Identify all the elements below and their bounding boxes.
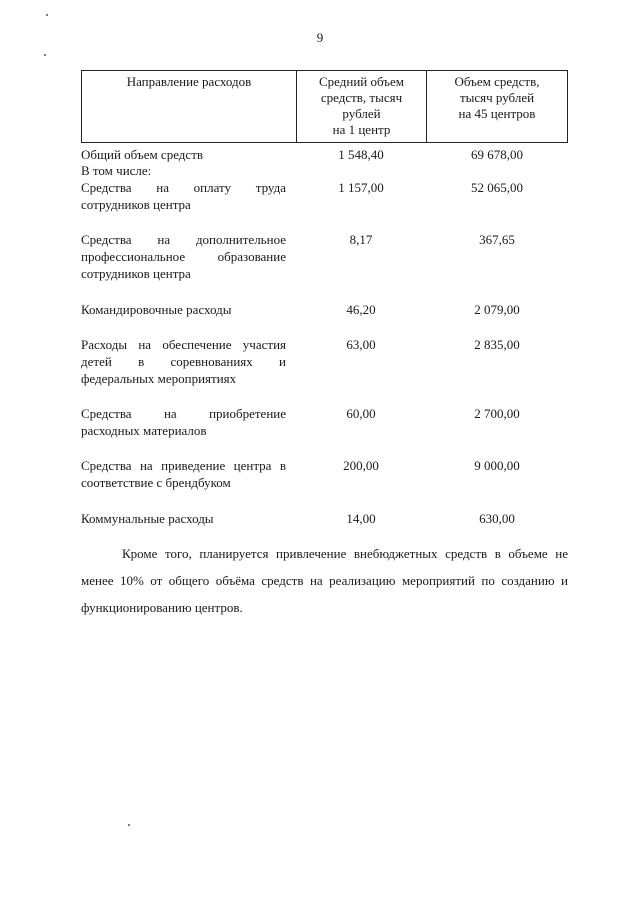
row-total: 630,00 <box>479 511 515 526</box>
paragraph-text: Кроме того, планируется привлечение внебюджетных средств в объеме не менее 10% от общего объёма средств на реализацию мероприятий по созданию и функционированию центров. <box>81 546 568 615</box>
row-average: 60,00 <box>346 406 376 421</box>
row-name: В том числе: <box>81 163 152 178</box>
body-paragraph <box>81 540 568 621</box>
scan-speck <box>46 14 48 16</box>
row-average: 63,00 <box>346 337 376 352</box>
page-number: 9 <box>316 30 324 45</box>
row-total: 2 079,00 <box>474 302 520 317</box>
header-average: Средний объем средств, тысяч рублей на 1 центр <box>297 71 427 142</box>
row-name: Средства на приобретение расходных материалов <box>81 406 286 438</box>
row-total: 9 000,00 <box>474 458 520 473</box>
row-name: Командировочные расходы <box>81 302 232 317</box>
row-name: Средства на дополнительное профессиональное образование сотрудников центра <box>81 232 286 281</box>
row-name: Средства на приведение центра в соответствие с брендбуком <box>81 458 286 490</box>
row-total: 367,65 <box>479 232 515 247</box>
row-average: 1 548,40 <box>338 147 384 162</box>
row-total: 2 835,00 <box>474 337 520 352</box>
row-name: Средства на оплату труда сотрудников центра <box>81 180 286 212</box>
header-total: Объем средств, тысяч рублей на 45 центров <box>454 74 540 121</box>
budget-table-header <box>81 70 568 143</box>
row-name: Общий объем средств <box>81 147 204 162</box>
row-total: 52 065,00 <box>471 180 523 195</box>
row-total: 69 678,00 <box>471 147 523 162</box>
row-average: 46,20 <box>346 302 376 317</box>
scan-speck <box>44 54 46 56</box>
scan-speck <box>128 824 130 826</box>
header-direction: Направление расходов <box>82 71 297 142</box>
row-average: 14,00 <box>346 511 376 526</box>
row-total: 2 700,00 <box>474 406 520 421</box>
row-average: 1 157,00 <box>338 180 384 195</box>
row-average: 200,00 <box>343 458 379 473</box>
row-name: Коммунальные расходы <box>81 511 214 526</box>
row-average: 8,17 <box>349 232 373 247</box>
row-name: Расходы на обеспечение участия детей в соревнованиях и федеральных мероприятиях <box>81 337 286 386</box>
